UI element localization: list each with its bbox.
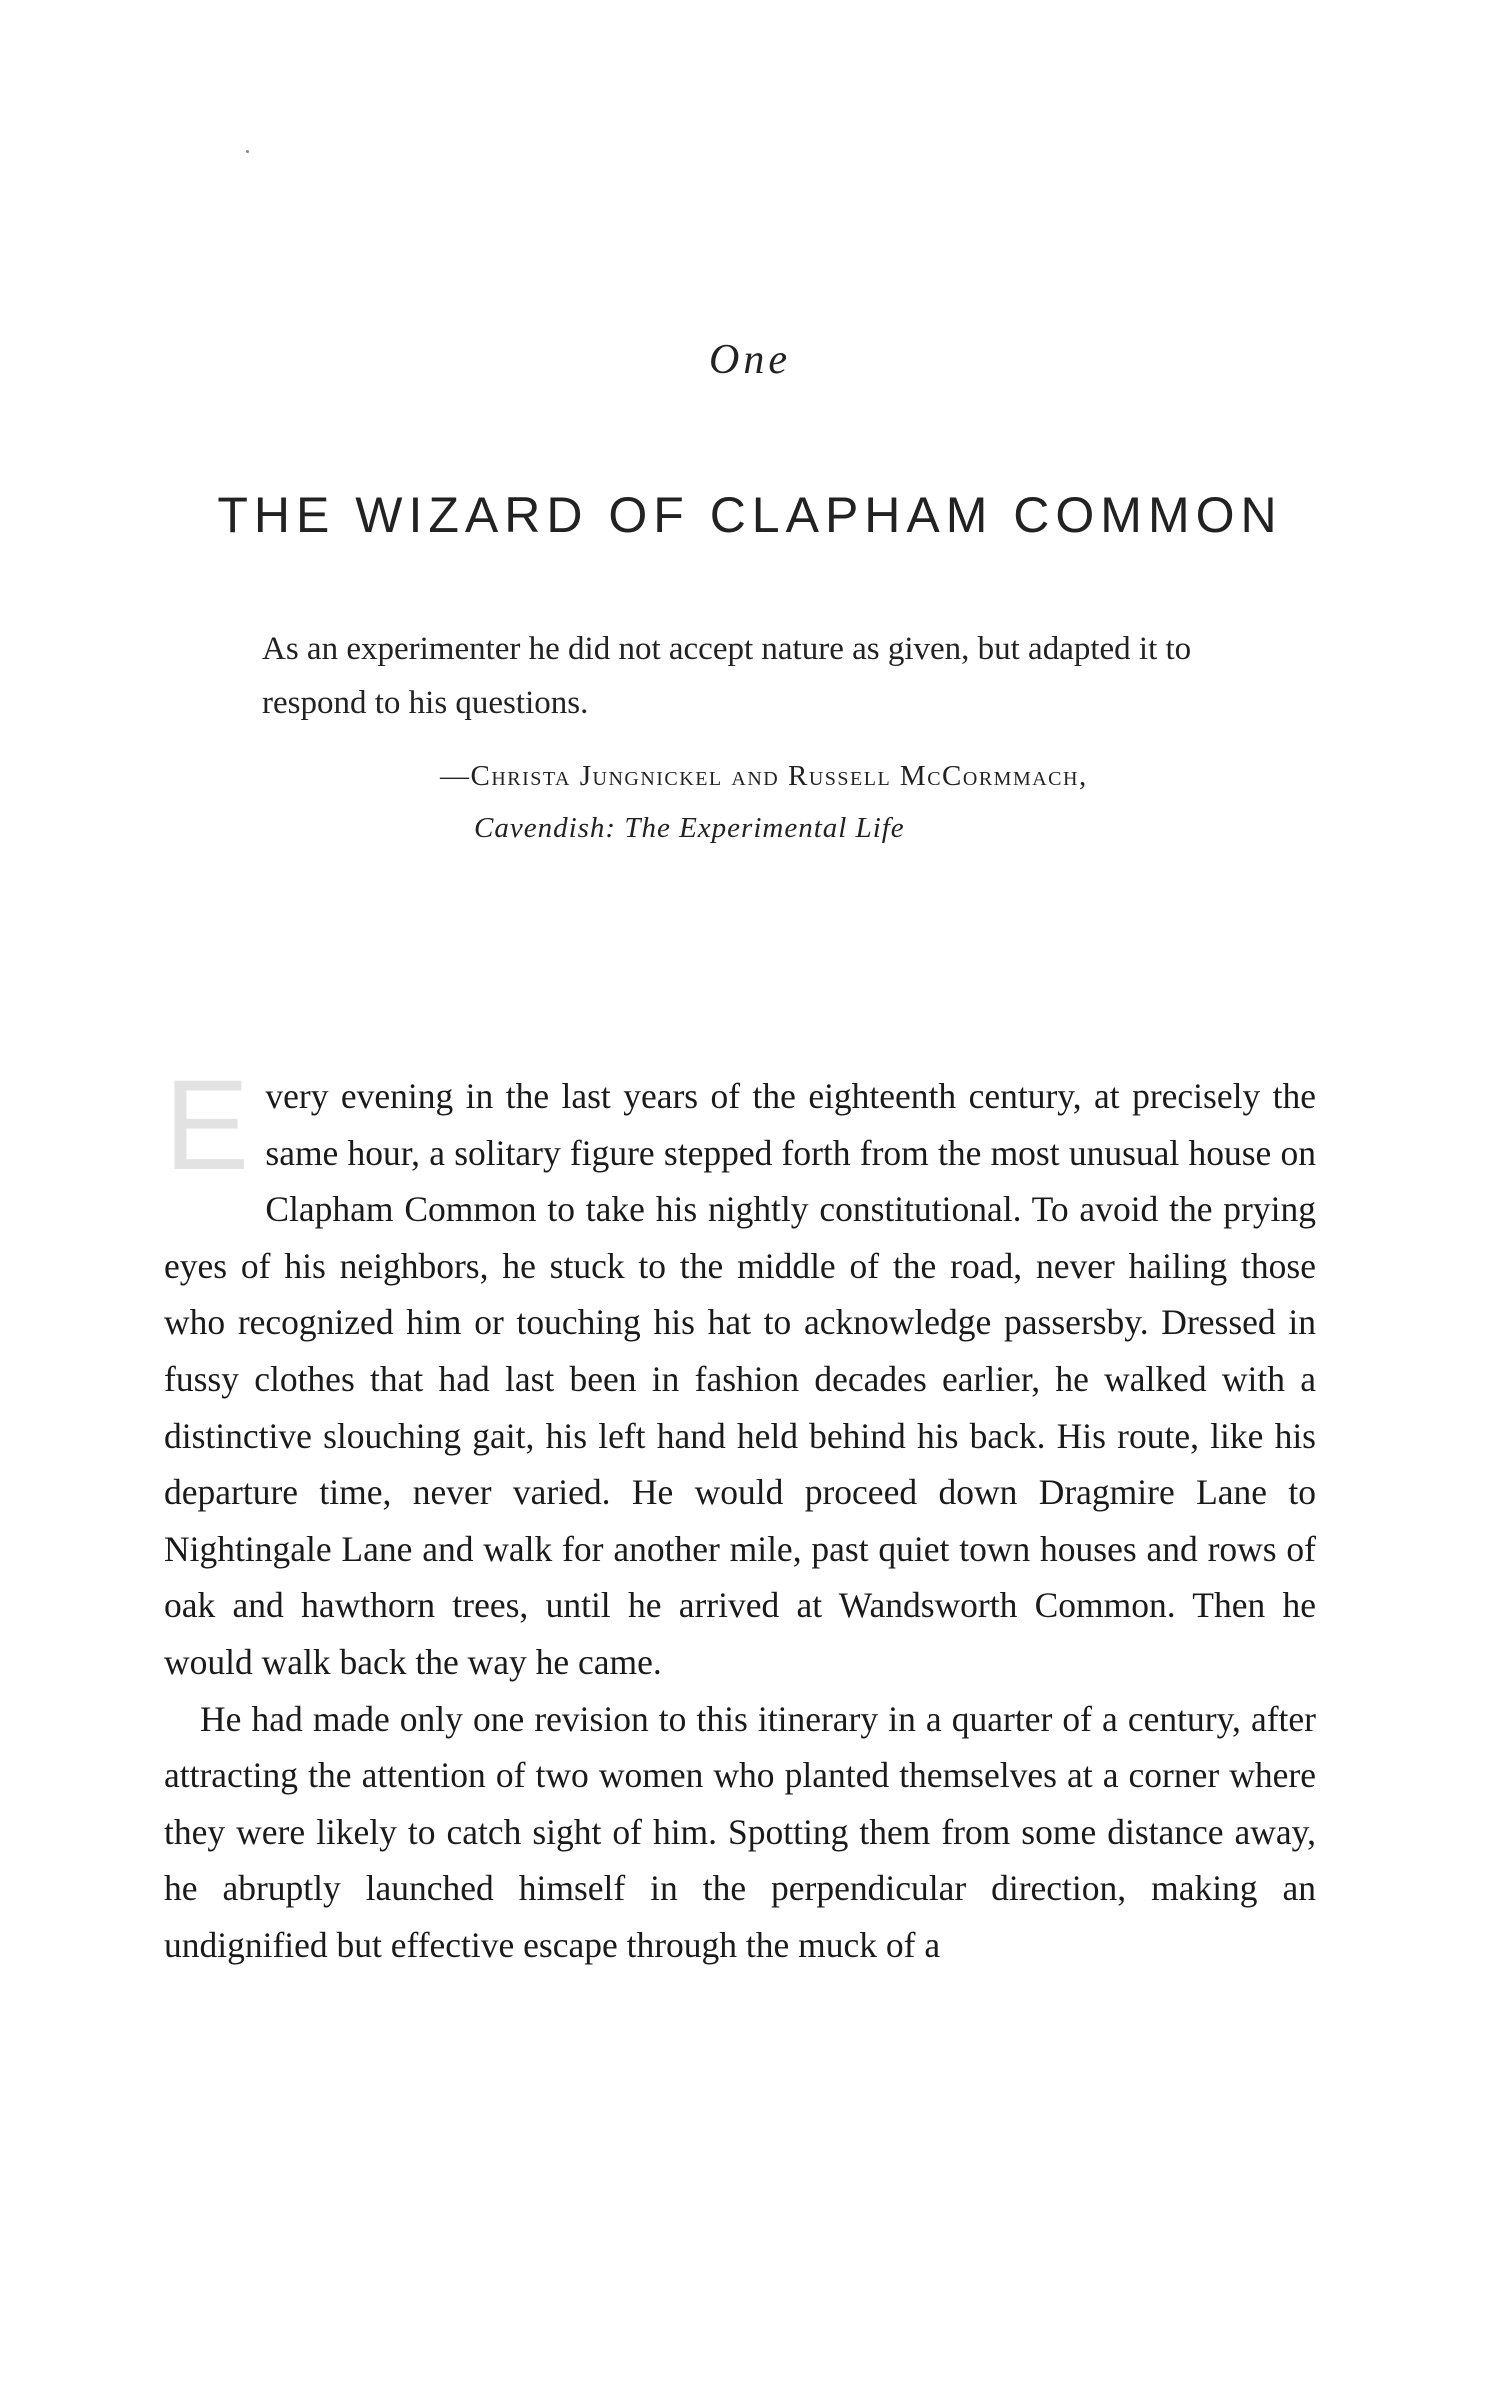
scan-speck — [246, 150, 249, 153]
epigraph-quote: As an experimenter he did not accept nature as given, but adapted it to respond to his questions. — [262, 631, 1192, 721]
chapter-body — [164, 1054, 1316, 1974]
epigraph-authors: —Christa Jungnickel and Russell McCormmach, — [440, 760, 1088, 792]
paragraph-1-text: very evening in the last years of the eighteenth century, at precisely the same hour, a solitary figure stepped forth from the most unusual house on Clapham Common to take his nightly constitutional. To avoid the prying eyes of his neighbors, he stuck to the middle of the road, never hailing those who recognized him or touching his hat to acknowledge passersby. Dressed in fussy clothes that had last been in fashion decades earlier, he walked with a distinctive slouching gait, his left hand held behind his back. His route, like his departure time, never varied. He would proceed down Dragmire Lane to Nightingale Lane and walk for another mile, past quiet town houses and rows of oak and hawthorn trees, until he arrived at Wandsworth Common. Then he would walk back the way he came. — [164, 1076, 1316, 1682]
drop-cap: E — [164, 1054, 250, 1197]
epigraph-attribution — [440, 750, 1300, 854]
chapter-title: THE WIZARD OF CLAPHAM COMMON — [217, 486, 1283, 543]
paragraph-1 — [164, 1054, 1316, 1691]
paragraph-2: He had made only one revision to this itinerary in a quarter of a century, after attracting the attention of two women who planted themselves at a corner where they were likely to catch sight of him. Spotting them from some distance away, he abruptly launched himself in the perpendicular direction, making an undignified but effective escape through the muck of a — [164, 1698, 1316, 1965]
chapter-number: One — [709, 337, 791, 383]
epigraph-book-title: Cavendish: The Experimental Life — [474, 812, 905, 844]
